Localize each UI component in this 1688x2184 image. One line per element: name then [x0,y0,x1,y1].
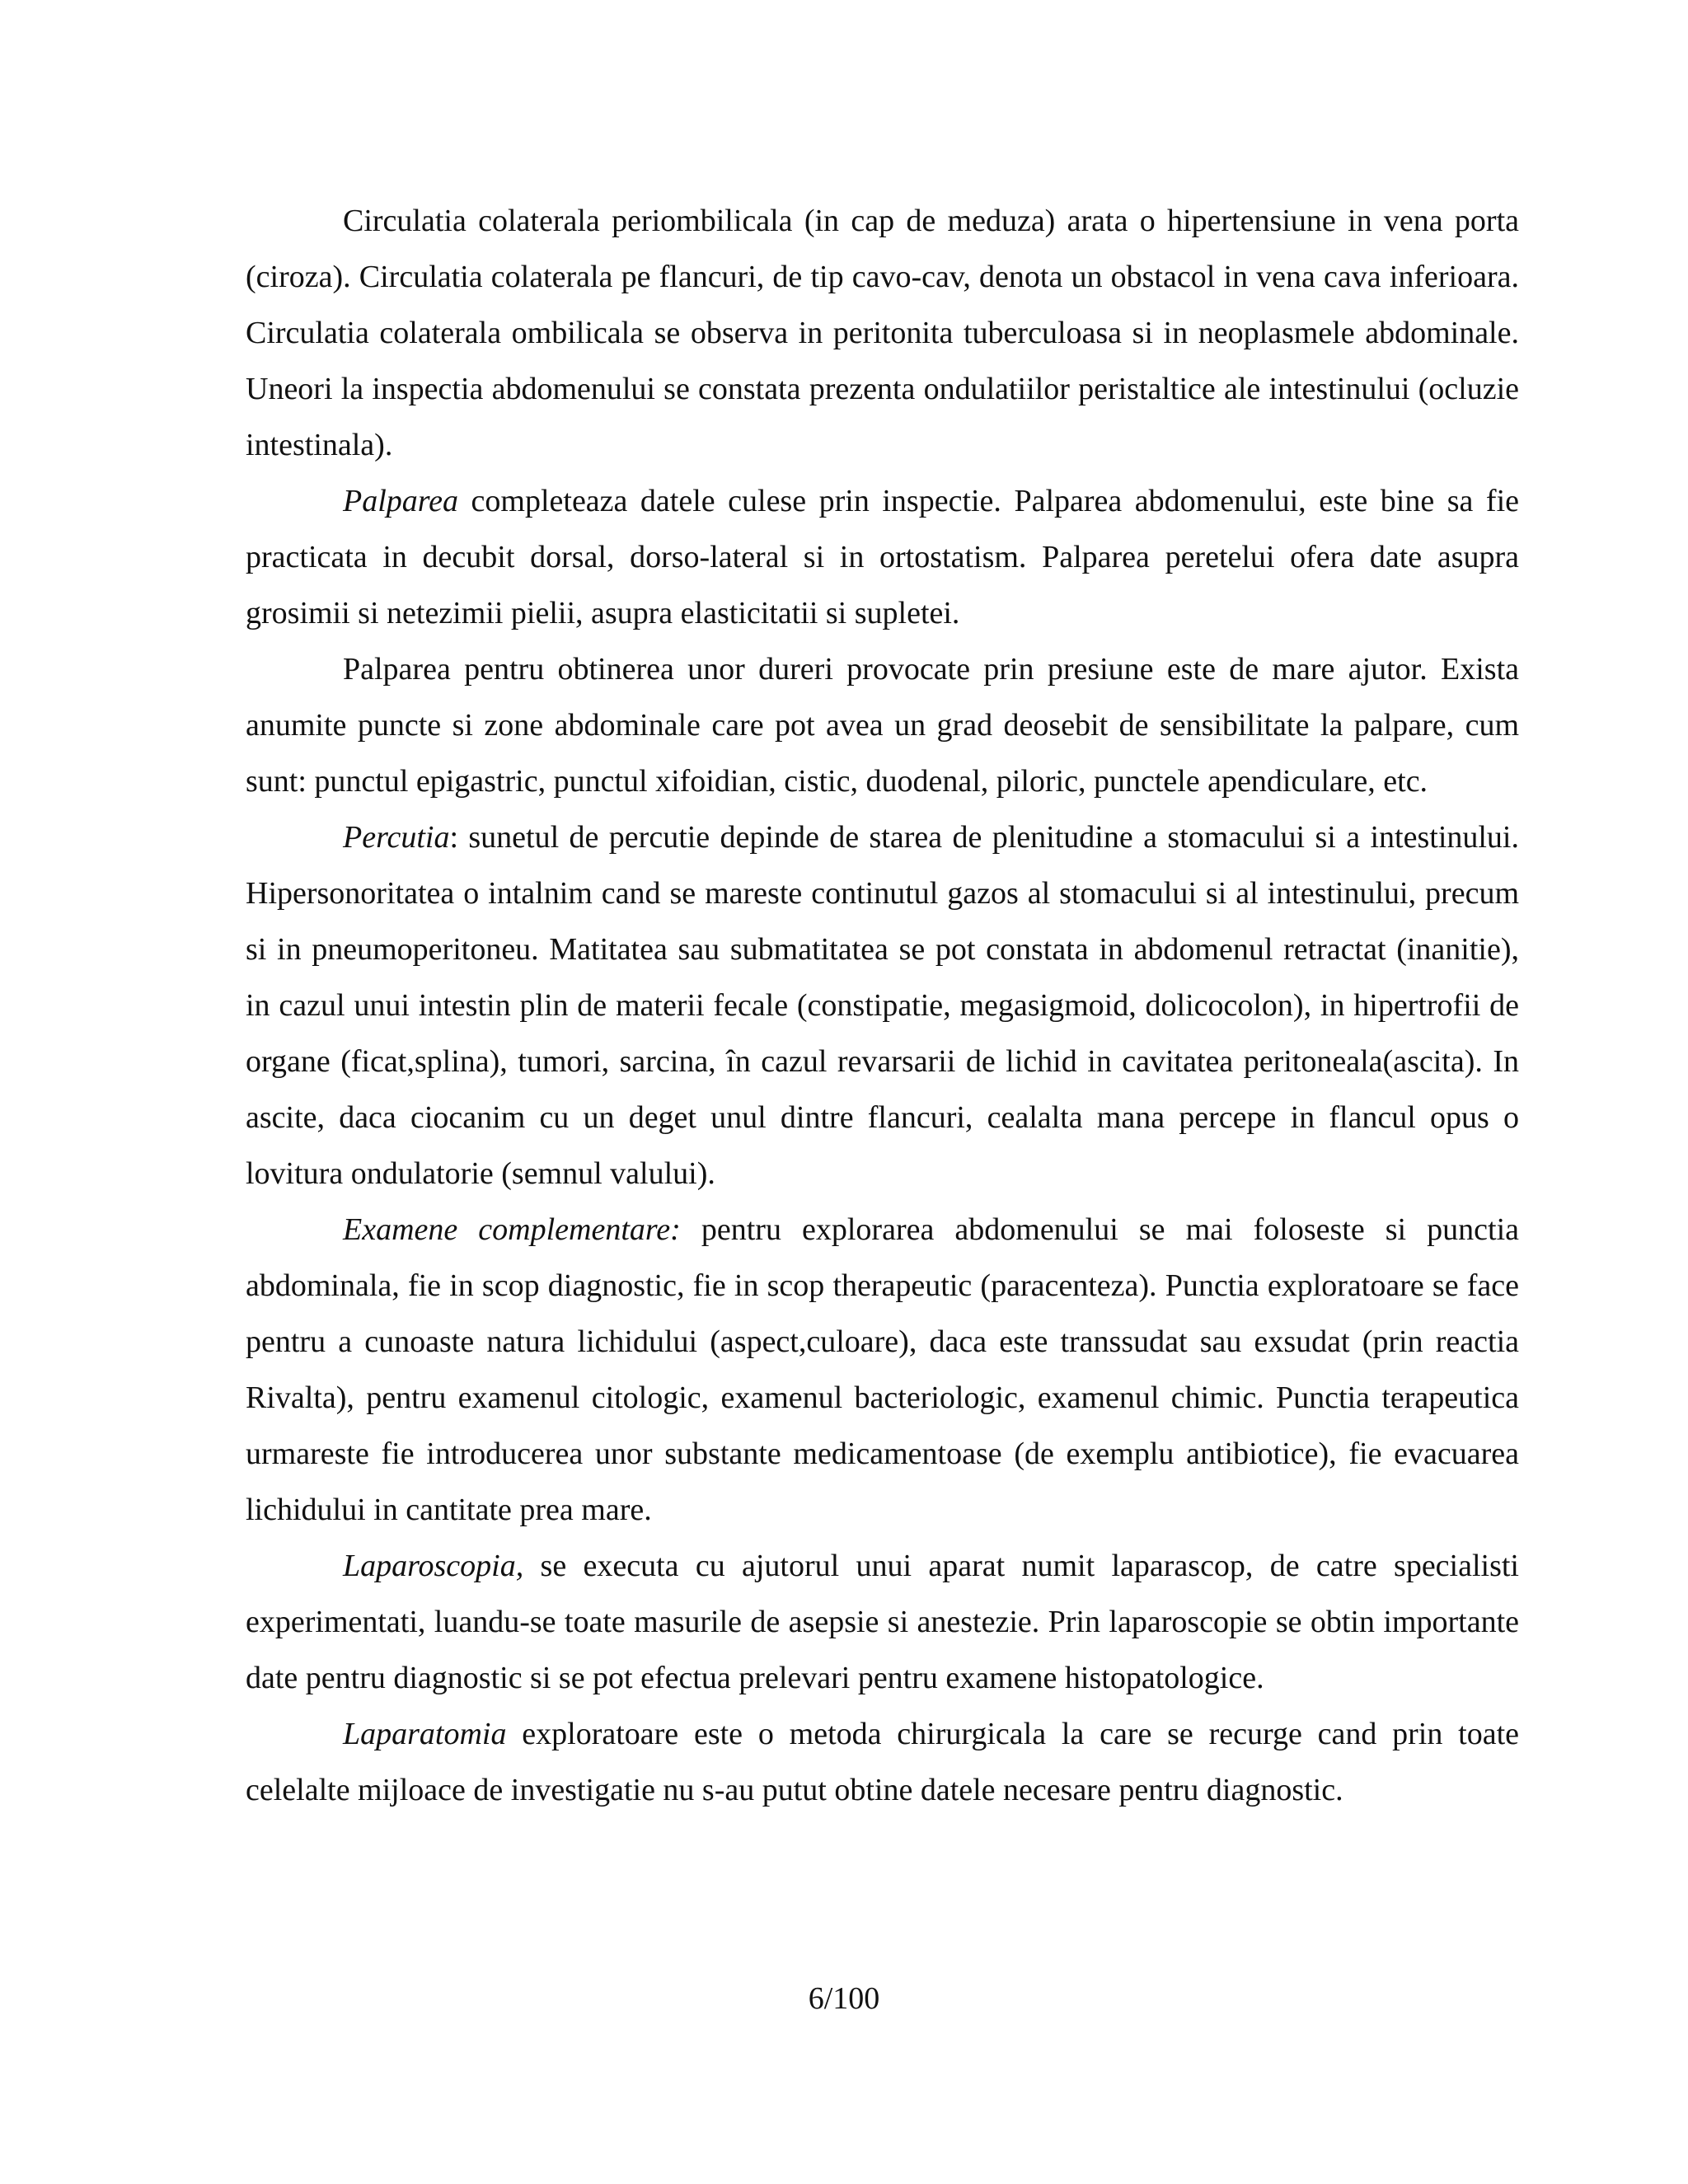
paragraph-lead: Laparoscopia, [343,1549,524,1583]
paragraph-text: exploratoare este o metoda chirurgicala la care se recurge cand prin toate celelalte mijloace de investigatie nu s-au putut obtine datele necesare pentru diagnostic. [246,1717,1519,1807]
paragraph-lead: Examene complementare: [343,1212,681,1247]
paragraph-lead: Percutia [343,820,450,855]
page-number: 6/100 [808,1981,880,2016]
paragraph-laparotomy [246,1706,1519,1818]
paragraph-collateral-circulation [246,193,1519,473]
paragraph-text: : sunetul de percutie depinde de starea de plenitudine a stomacului si a intestinului. Hipersonoritatea o intalnim cand se mareste continutul gazos al stomacului si al intestinului, precum si in pneumoperitoneu. Matitatea sau submatitatea se pot constata in abdomenul retractat (inanitie), in cazul unui intestin plin de materii fecale (constipatie, megasigmoid, dolicocolon), in hipertrofii de organe (ficat,splina), tumori, sarcina, în cazul revarsarii de lichid in cavitatea peritoneala(ascita). In ascite, daca ciocanim cu un deget unul dintre flancuri, cealalta mana percepe in flancul opus o lovitura ondulatorie (semnul valului). [246,820,1519,1191]
paragraph-lead: Palparea [343,484,459,518]
paragraph-text: Circulatia colaterala periombilicala (in cap de meduza) arata o hipertensiune in vena porta (ciroza). Circulatia colaterala pe flancuri, de tip cavo-cav, denota un obstacol in vena cava inferioara. Circulatia colaterala ombilicala se observa in peritonita tuberculoasa si in neoplasmele abdominale. Uneori la inspectia abdomenului se constata prezenta ondulatiilor peristaltice ale intestinului (ocluzie intestinala). [246,204,1519,462]
paragraph-palpation [246,473,1519,641]
paragraph-text: pentru explorarea abdomenului se mai foloseste si punctia abdominala, fie in scop diagnostic, fie in scop therapeutic (paracenteza). Punctia exploratoare se face pentru a cunoaste natura lichidului (aspect,culoare), daca este transsudat sau exsudat (prin reactia Rivalta), pentru examenul citologic, examenul bacteriologic, examenul chimic. Punctia terapeutica urmareste fie introducerea unor substante medicamentoase (de exemplu antibiotice), fie evacuarea lichidului in cantitate prea mare. [246,1212,1519,1527]
paragraph-percussion [246,809,1519,1202]
paragraph-text: completeaza datele culese prin inspectie. Palparea abdomenului, este bine sa fie practicata in decubit dorsal, dorso-lateral si in ortostatism. Palparea peretelui ofera date asupra grosimii si netezimii pielii, asupra elasticitatii si supletei. [246,484,1519,630]
paragraph-complementary-exams [246,1202,1519,1538]
paragraph-text: Palparea pentru obtinerea unor dureri provocate prin presiune este de mare ajutor. Exista anumite puncte si zone abdominale care pot avea un grad deosebit de sensibilitate la palpare, cum sunt: punctul epigastric, punctul xifoidian, cistic, duodenal, piloric, punctele apendiculare, etc. [246,652,1519,799]
document-body [246,193,1519,1818]
paragraph-text: se executa cu ajutorul unui aparat numit laparascop, de catre specialisti experimentati, luandu-se toate masurile de asepsie si anestezie. Prin laparoscopie se obtin importante date pentru diagnostic si se pot efectua prelevari pentru examene histopatologice. [246,1549,1519,1695]
paragraph-laparoscopy [246,1538,1519,1706]
paragraph-lead: Laparatomia [343,1717,507,1751]
paragraph-palpation-pain [246,641,1519,809]
